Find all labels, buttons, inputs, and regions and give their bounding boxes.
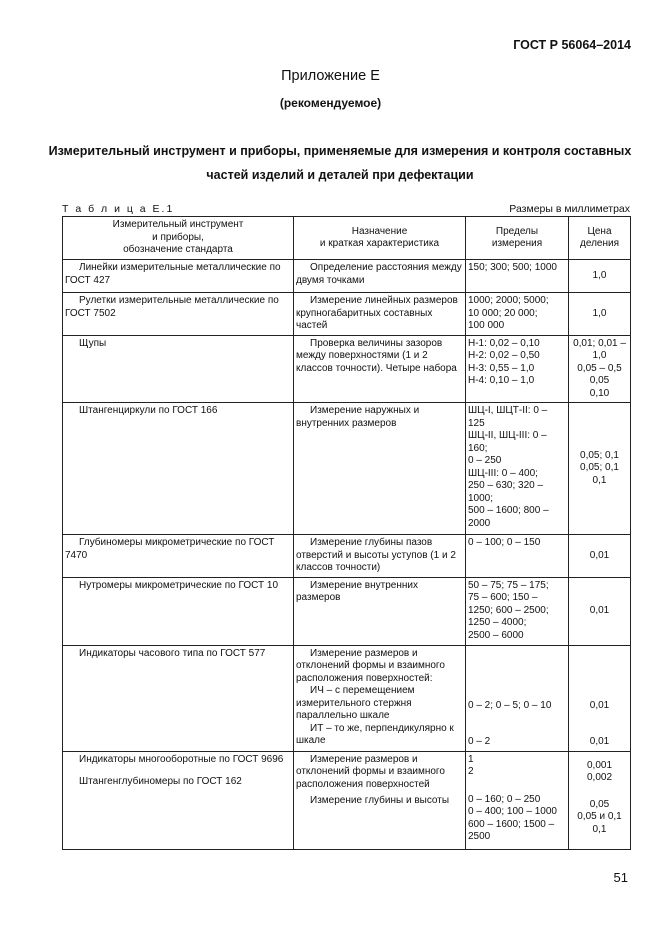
limits-depth-gauge: 0 – 160; 0 – 250 0 – 400; 100 – 1000 600 – 1600; 1500 – 2500 (468, 793, 557, 842)
table-row (63, 645, 631, 751)
instrument-multiturn: Индикаторы многооборотные по ГОСТ 9696 (79, 753, 284, 765)
cell-purpose: Проверка величины зазоров между поверхностями (1 и 2 классов точности). Четыре набора (294, 335, 466, 403)
cell-purpose (294, 645, 466, 751)
header-limits: Пределы измерения (466, 217, 569, 260)
purpose-depth-gauge: Измерение глубины и высоты (310, 795, 450, 806)
appendix-title: Приложение Е (281, 68, 380, 84)
cell-instrument: Глубиномеры микрометрические по ГОСТ 7470 (63, 535, 294, 578)
limits-multiturn: 1 2 (468, 753, 474, 777)
appendix-subtitle: (рекомендуемое) (279, 96, 382, 110)
document-code: ГОСТ Р 56064–2014 (513, 38, 631, 52)
cell-instrument: Щупы (63, 335, 294, 403)
purpose-general: Измерение размеров и отклонений формы и взаимного расположения поверхностей: (296, 647, 445, 684)
cell-instrument: Линейки измерительные металлические по ГОСТ 427 (63, 260, 294, 293)
table-row (63, 293, 631, 336)
purpose-it: ИТ – то же, перпендикулярно к шкале (296, 722, 454, 746)
limits-it: 0 – 2 (468, 736, 491, 747)
cell-instrument: Штангенциркули по ГОСТ 166 (63, 403, 294, 535)
header-division: Цена деления (569, 217, 631, 260)
cell-division: 0,01; 0,01 – 1,0 0,05 – 0,5 0,05 0,10 (569, 335, 631, 403)
cell-instrument: Нутромеры микрометрические по ГОСТ 10 (63, 577, 294, 645)
cell-purpose: Измерение наружных и внутренних размеров (294, 403, 466, 535)
page-number: 51 (613, 870, 628, 885)
cell-division: 0,01 (569, 577, 631, 645)
table-label: Т а б л и ц а Е.1 (62, 203, 175, 215)
cell-limits: 1000; 2000; 5000; 10 000; 20 000; 100 000 (466, 293, 569, 336)
table-header-row (63, 217, 631, 260)
cell-division (569, 751, 631, 849)
cell-purpose: Определение расстояния между двумя точками (294, 260, 466, 293)
cell-purpose: Измерение линейных размеров крупногабаритных составных частей (294, 293, 466, 336)
cell-purpose: Измерение внутренних размеров (294, 577, 466, 645)
purpose-multiturn: Измерение размеров и отклонений формы и взаимного расположения поверхностей (296, 753, 445, 790)
cell-instrument: Индикаторы часового типа по ГОСТ 577 (63, 645, 294, 751)
cell-limits: 150; 300; 500; 1000 (466, 260, 569, 293)
division-ich: 0,01 (589, 699, 610, 711)
cell-purpose: Измерение глубины пазов отверстий и высоты уступов (1 и 2 классов точности) (294, 535, 466, 578)
division-it: 0,01 (589, 736, 610, 747)
cell-limits: Н-1: 0,02 – 0,10 Н-2: 0,02 – 0,50 Н-3: 0,55 – 1,0 Н-4: 0,10 – 1,0 (466, 335, 569, 403)
table-units: Размеры в миллиметрах (509, 203, 630, 215)
header-instrument: Измерительный инструмент и приборы, обозначение стандарта (63, 217, 294, 260)
division-multiturn: 0,001 0,002 (586, 759, 613, 783)
cell-division: 0,01 (569, 535, 631, 578)
table-row (63, 260, 631, 293)
cell-division: 1,0 (569, 293, 631, 336)
cell-instrument: Рулетки измерительные металлические по ГОСТ 7502 (63, 293, 294, 336)
purpose-ich: ИЧ – с перемещением измерительного стержня параллельно шкале (296, 685, 415, 721)
cell-limits: ШЦ-I, ШЦТ-II: 0 – 125 ШЦ-II, ШЦ-III: 0 – 160; 0 – 250 ШЦ-III: 0 – 400; 250 – 630; 320 – 1000; 500 – 1600; 800 – 2000 (466, 403, 569, 535)
cell-division: 1,0 (569, 260, 631, 293)
table-row (63, 403, 631, 535)
cell-division: 0,05; 0,1 0,05; 0,1 0,1 (569, 403, 631, 535)
section-heading: Измерительный инструмент и приборы, применяемые для измерения и контроля составных частей изделий и деталей при дефектации (48, 144, 632, 182)
cell-purpose (294, 751, 466, 849)
cell-limits: 50 – 75; 75 – 175; 75 – 600; 150 – 1250; 600 – 2500; 1250 – 4000; 2500 – 6000 (466, 577, 569, 645)
table-row (63, 335, 631, 403)
instrument-depth-gauge: Штангенглубиномеры по ГОСТ 162 (79, 776, 242, 787)
table-row (63, 577, 631, 645)
cell-limits (466, 751, 569, 849)
instruments-table (62, 216, 631, 850)
limits-ich: 0 – 2; 0 – 5; 0 – 10 (468, 699, 552, 711)
cell-division (569, 645, 631, 751)
table-row (63, 751, 631, 849)
header-purpose: Назначение и краткая характеристика (294, 217, 466, 260)
cell-instrument (63, 751, 294, 849)
cell-limits: 0 – 100; 0 – 150 (466, 535, 569, 578)
cell-limits (466, 645, 569, 751)
division-depth-gauge: 0,05 0,05 и 0,1 0,1 (577, 798, 622, 835)
table-row (63, 535, 631, 578)
